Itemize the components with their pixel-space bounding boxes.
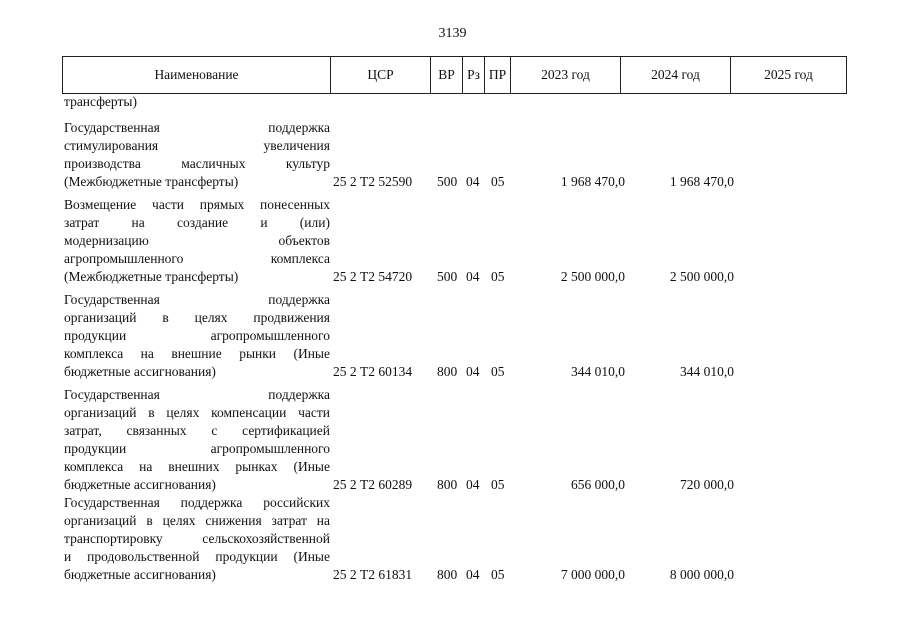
row-vr: 800 xyxy=(437,567,458,582)
row-csr: 25 2 Т2 54720 xyxy=(333,269,413,284)
row-name-line: затрат на создание и (или) xyxy=(64,215,330,230)
row-pr: 05 xyxy=(491,364,505,379)
row-amount-2024: 720 000,0 xyxy=(680,477,734,492)
row-name xyxy=(64,386,330,494)
page-number: 3139 xyxy=(438,26,467,41)
row-csr: 25 2 Т2 60289 xyxy=(333,477,413,492)
row-rz: 04 xyxy=(466,477,480,492)
row-name-line: бюджетные ассигнования) xyxy=(64,364,216,379)
row-name-line: Государственная поддержка xyxy=(64,120,330,135)
row-name xyxy=(64,494,330,584)
row-amount-2023: 2 500 000,0 xyxy=(560,269,625,284)
row-rz: 04 xyxy=(466,567,480,582)
header-2025: 2025 год xyxy=(731,57,847,94)
row-name-line: стимулирования увеличения xyxy=(64,138,330,153)
row-name-line: Государственная поддержка xyxy=(64,387,330,402)
row-name-line: комплекса на внешние рынки (Иные xyxy=(64,346,330,361)
row-name-line: комплекса на внешних рынках (Иные xyxy=(64,459,330,474)
row-amount-2023: 7 000 000,0 xyxy=(560,567,625,582)
row-rz: 04 xyxy=(466,269,480,284)
header-2023: 2023 год xyxy=(511,57,621,94)
row-csr: 25 2 Т2 61831 xyxy=(333,567,413,582)
row-name-line: организаций в целях продвижения xyxy=(64,310,330,325)
row-name xyxy=(64,119,330,191)
header-rz: Рз xyxy=(463,57,485,94)
row-name-line: продукции агропромышленного xyxy=(64,441,330,456)
row-amount-2024: 344 010,0 xyxy=(680,364,734,379)
row-name-line: агропромышленного комплекса xyxy=(64,251,330,266)
row-vr: 500 xyxy=(437,269,458,284)
header-name: Наименование xyxy=(63,57,331,94)
row-name-line: модернизацию объектов xyxy=(64,233,330,248)
row-name xyxy=(64,196,330,286)
row-csr: 25 2 Т2 52590 xyxy=(333,174,413,189)
row-vr: 800 xyxy=(437,364,458,379)
row-amount-2024: 2 500 000,0 xyxy=(669,269,734,284)
row-rz: 04 xyxy=(466,174,480,189)
row-name-line: Возмещение части прямых понесенных xyxy=(64,197,330,212)
row-name-line: Государственная поддержка xyxy=(64,292,330,307)
row-amount-2024: 1 968 470,0 xyxy=(669,174,734,189)
row-name-line: (Межбюджетные трансферты) xyxy=(64,269,239,284)
header-pr: ПР xyxy=(485,57,511,94)
row-name-line: бюджетные ассигнования) xyxy=(64,567,216,582)
row-name xyxy=(64,291,330,381)
header-csr: ЦСР xyxy=(331,57,431,94)
row-name-line: транспортировку сельскохозяйственной xyxy=(64,531,330,546)
row-name-line: затрат, связанных с сертификацией xyxy=(64,423,330,438)
row-name-line: бюджетные ассигнования) xyxy=(64,477,216,492)
row-pr: 05 xyxy=(491,174,505,189)
row-name-line: производства масличных культур xyxy=(64,156,330,171)
header-2024: 2024 год xyxy=(621,57,731,94)
header-vr: ВР xyxy=(431,57,463,94)
row-rz: 04 xyxy=(466,364,480,379)
row-amount-2024: 8 000 000,0 xyxy=(669,567,734,582)
continuation-text: трансферты) xyxy=(64,94,137,109)
row-vr: 500 xyxy=(437,174,458,189)
row-vr: 800 xyxy=(437,477,458,492)
row-amount-2023: 656 000,0 xyxy=(571,477,625,492)
row-pr: 05 xyxy=(491,477,505,492)
row-name-line: и продовольственной продукции (Иные xyxy=(64,549,330,564)
row-name-line: Государственная поддержка российских xyxy=(64,495,330,510)
row-name-line: продукции агропромышленного xyxy=(64,328,330,343)
row-csr: 25 2 Т2 60134 xyxy=(333,364,413,379)
row-name-line: (Межбюджетные трансферты) xyxy=(64,174,239,189)
row-name-line: организаций в целях компенсации части xyxy=(64,405,330,420)
row-amount-2023: 1 968 470,0 xyxy=(560,174,625,189)
row-amount-2023: 344 010,0 xyxy=(571,364,625,379)
row-pr: 05 xyxy=(491,269,505,284)
row-name-line: организаций в целях снижения затрат на xyxy=(64,513,330,528)
row-pr: 05 xyxy=(491,567,505,582)
